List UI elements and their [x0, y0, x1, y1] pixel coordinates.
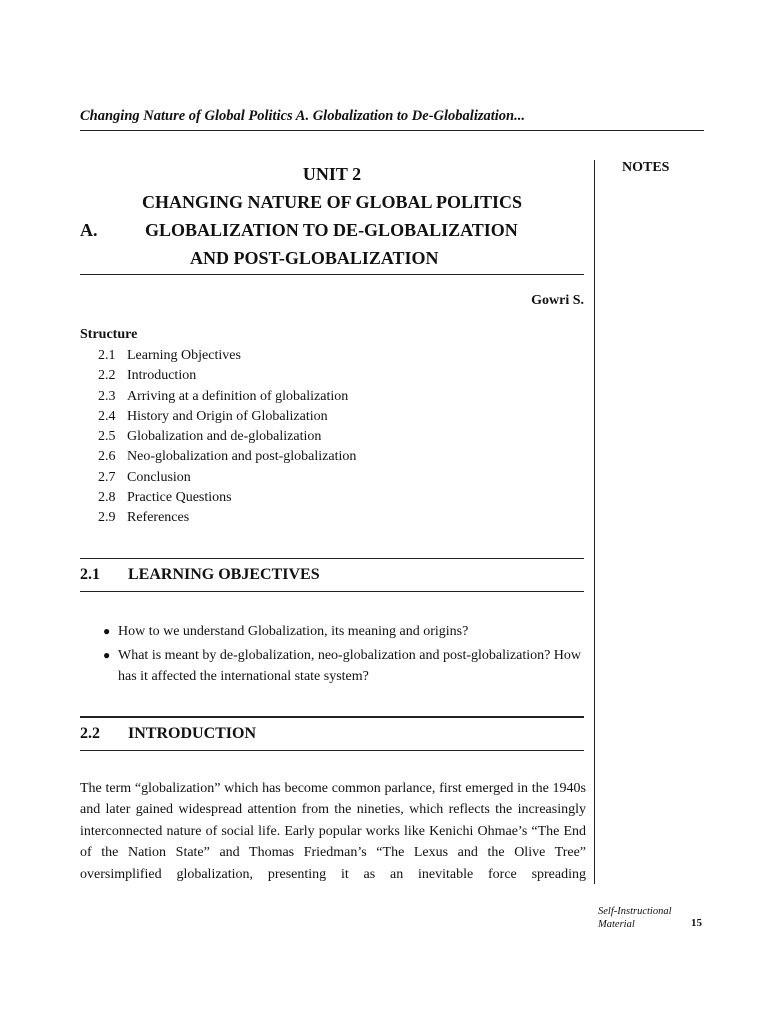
structure-item [98, 427, 356, 447]
topic-title-line2: AND POST-GLOBALIZATION [190, 248, 439, 268]
objective-item [103, 621, 589, 642]
section-heading-introduction [80, 725, 256, 743]
introduction-paragraph: The term “globalization” which has become common parlance, first emerged in the 1940s and later gained widespread attention from the nineties, which reflects the increasingly interconnected nature of social life. Early popular works like Kenichi Ohmae’s “The End of the Nation State” and Thomas Friedman’s “The Lexus and the Olive Tree” oversimplified globalization, presenting it as an inevitable force spreading [80, 781, 586, 882]
section-heading-learning-objectives [80, 566, 320, 584]
section-title: LEARNING OBJECTIVES [128, 566, 320, 583]
structure-item-number: 2.1 [98, 348, 116, 363]
structure-item-label: Arriving at a definition of globalization [127, 388, 349, 404]
title-rule [80, 274, 584, 275]
structure-heading: Structure [80, 327, 138, 342]
structure-item [98, 407, 356, 427]
structure-item-number: 2.4 [98, 408, 116, 424]
structure-item-label: References [127, 510, 190, 526]
structure-item-label: Neo-globalization and post-globalization [127, 449, 357, 465]
structure-item-number: 2.3 [98, 388, 116, 404]
structure-item-number: 2.9 [98, 510, 116, 526]
structure-item [98, 387, 356, 407]
unit-subtitle: CHANGING NATURE OF GLOBAL POLITICS [141, 192, 523, 212]
structure-item-label: Learning Objectives [127, 348, 241, 363]
structure-item-number: 2.5 [98, 429, 116, 445]
structure-item-label: Conclusion [127, 469, 191, 485]
bullet-icon: ● [103, 648, 111, 662]
structure-item-number: 2.2 [98, 368, 116, 384]
topic-letter: A. [80, 220, 98, 240]
structure-item [98, 488, 356, 508]
notes-label: NOTES [622, 160, 670, 175]
footer-label-line1: Self-Instructional [598, 906, 672, 917]
topic-title-line1: GLOBALIZATION TO DE-GLOBALIZATION [145, 220, 518, 240]
structure-item [98, 447, 356, 467]
structure-list [98, 346, 356, 529]
header-rule [80, 130, 704, 131]
structure-item-label: Practice Questions [127, 490, 232, 506]
structure-item [98, 346, 356, 366]
bullet-icon: ● [103, 624, 111, 638]
section-title: INTRODUCTION [128, 725, 257, 742]
structure-item [98, 508, 356, 528]
structure-item-label: Globalization and de-globalization [127, 429, 322, 445]
structure-item-number: 2.7 [98, 469, 116, 485]
objective-item [103, 645, 589, 687]
section-rule-bottom [80, 750, 584, 751]
structure-item [98, 468, 356, 488]
page-number: 15 [691, 917, 702, 929]
section-rule-top [80, 716, 584, 718]
structure-item-label: Introduction [127, 368, 197, 384]
author-name: Gowri S. [531, 293, 584, 308]
objective-text: How to we understand Globalization, its meaning and origins? [118, 624, 469, 639]
structure-item [98, 366, 356, 386]
margin-rule [594, 160, 595, 884]
footer-label-line2: Material [598, 918, 635, 930]
section-rule-top [80, 558, 584, 559]
section-rule-bottom [80, 591, 584, 592]
running-header: Changing Nature of Global Politics A. Globalization to De-Globalization... [80, 108, 525, 124]
structure-item-number: 2.6 [98, 449, 116, 465]
unit-number: UNIT 2 [302, 164, 362, 184]
structure-item-number: 2.8 [98, 490, 116, 506]
section-number: 2.1 [80, 566, 100, 583]
objective-text: What is meant by de-globalization, neo-globalization and post-globalization? How has it affected the international state system? [118, 648, 582, 684]
footer-label [598, 906, 672, 931]
structure-item-label: History and Origin of Globalization [127, 408, 328, 424]
section-number: 2.2 [80, 725, 100, 742]
objectives-list [103, 621, 589, 690]
